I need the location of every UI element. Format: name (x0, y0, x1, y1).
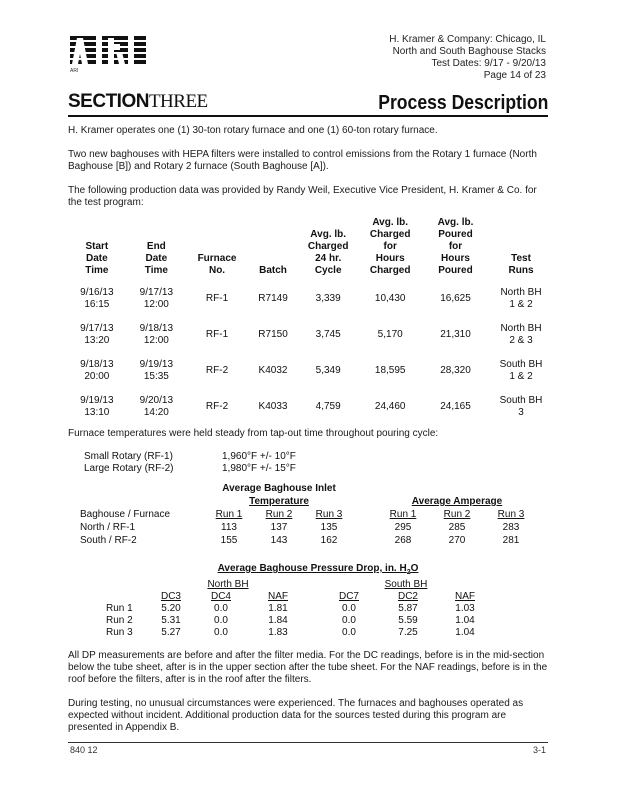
ari-logo (68, 34, 164, 76)
header-location: North and South Baghouse Stacks (392, 46, 546, 57)
section-label-light: THREE (148, 91, 208, 112)
footer-rule (68, 742, 548, 743)
section-heading (68, 93, 548, 115)
header-test-dates: Test Dates: 9/17 - 9/20/13 (431, 58, 546, 69)
table-row: 9/16/13 16:15 9/17/13 12:00 RF-1 R7149 3,339 10,430 16,625 North BH 1 & 2 (80, 287, 542, 310)
col-end-date: End Date Time (144, 241, 168, 276)
section-rule (68, 115, 548, 117)
col-test-runs: Test Runs (508, 253, 534, 276)
col-furnace: Furnace No. (197, 253, 237, 276)
pressure-title: Average Baghouse Pressure Drop, in. $H_2O$ (217, 563, 419, 576)
col-batch: Batch (259, 265, 287, 276)
table-row: North / RF-1 113 137 135 295 285 283 (80, 522, 520, 533)
inlet-amp-label: Average Amperage (411, 496, 503, 507)
col-start-date: Start Date Time (85, 241, 109, 276)
paragraph-furnace-temps: Furnace temperatures were held steady from tap-out time throughout pouring cycle: (68, 428, 439, 439)
footer-doc-number: 840 12 (70, 745, 98, 755)
col-poured: Avg. lb. Poured for Hours Poured (437, 217, 474, 276)
inlet-temp-label: Temperature (249, 496, 309, 507)
col-charged: Avg. lb. Charged for Hours Charged (369, 217, 411, 276)
production-header-row (68, 217, 554, 281)
table-row: Run 3 5.27 0.0 1.83 0.0 7.25 1.04 (106, 627, 475, 638)
paragraph-dp-measurements: All DP measurements are before and after the filter media. For the DC readings, before is in the mid-section below the tube sheet, after is in the upper section after the tube sheet. For the NAF readings, before is in the roof before the filters, after is in the roof after the filters. (68, 650, 548, 685)
paragraph-baghouses: Two new baghouses with HEPA filters were installed to control emissions from the Rotary 1 furnace (North Baghouse [B]) and Rotary 2 furnace (South Baghouse [A]). (68, 149, 537, 172)
document-header (389, 34, 546, 82)
col-cycle: Avg. lb. Charged 24 hr. Cycle (307, 229, 349, 276)
pressure-header-row: DC3 DC4 NAF DC7 DC2 NAF (160, 591, 475, 602)
section-title: Process Description (377, 92, 548, 114)
inlet-header-row: Baghouse / Furnace Run 1 Run 2 Run 3 Run 1 Run 2 Run 3 (80, 509, 525, 520)
logo-text: ARI (70, 68, 79, 74)
table-row: South / RF-2 155 143 162 268 270 281 (80, 535, 520, 546)
inlet-table (80, 482, 538, 547)
paragraph-furnaces: H. Kramer operates one (1) 30-ton rotary furnace and one (1) 60-ton rotary furnace. (68, 125, 438, 136)
header-page: Page 14 of 23 (483, 70, 546, 81)
inlet-title: Average Baghouse Inlet (222, 483, 336, 494)
header-company: H. Kramer & Company: Chicago, IL (389, 34, 546, 45)
paragraph-testing-notes: During testing, no unusual circumstances were experienced. The furnaces and baghouses operated as expected without incident. Additional production data for the sources tested during this program are presented in Appendix B. (68, 698, 524, 733)
furnace-temperature-list (84, 451, 304, 475)
list-item: Small Rotary (RF-1) 1,960°F +/- 10°F (84, 451, 296, 462)
pressure-drop-table (106, 563, 490, 639)
footer-page-number: 3-1 (532, 745, 546, 755)
list-item: Large Rotary (RF-2) 1,980°F +/- 15°F (84, 463, 296, 474)
production-table (68, 217, 554, 425)
table-row: Run 2 5.31 0.0 1.84 0.0 5.59 1.04 (106, 615, 475, 626)
table-row: 9/19/13 13:10 9/20/13 14:20 RF-2 K4033 4,759 24,460 24,165 South BH 3 (80, 395, 543, 418)
table-row: 9/17/13 13:20 9/18/13 12:00 RF-1 R7150 3,745 5,170 21,310 North BH 2 & 3 (80, 323, 542, 346)
paragraph-production-intro: The following production data was provided by Randy Weil, Executive Vice President, H. Kramer & Co. for the test program: (68, 185, 537, 208)
table-row: 9/18/13 20:00 9/19/13 15:35 RF-2 K4032 5,349 18,595 28,320 South BH 1 & 2 (80, 359, 543, 382)
north-bh-label: North BH (207, 579, 249, 590)
table-row: Run 1 5.20 0.0 1.81 0.0 5.87 1.03 (106, 603, 475, 614)
section-label-bold: SECTION (68, 91, 149, 112)
south-bh-label: South BH (384, 579, 428, 590)
